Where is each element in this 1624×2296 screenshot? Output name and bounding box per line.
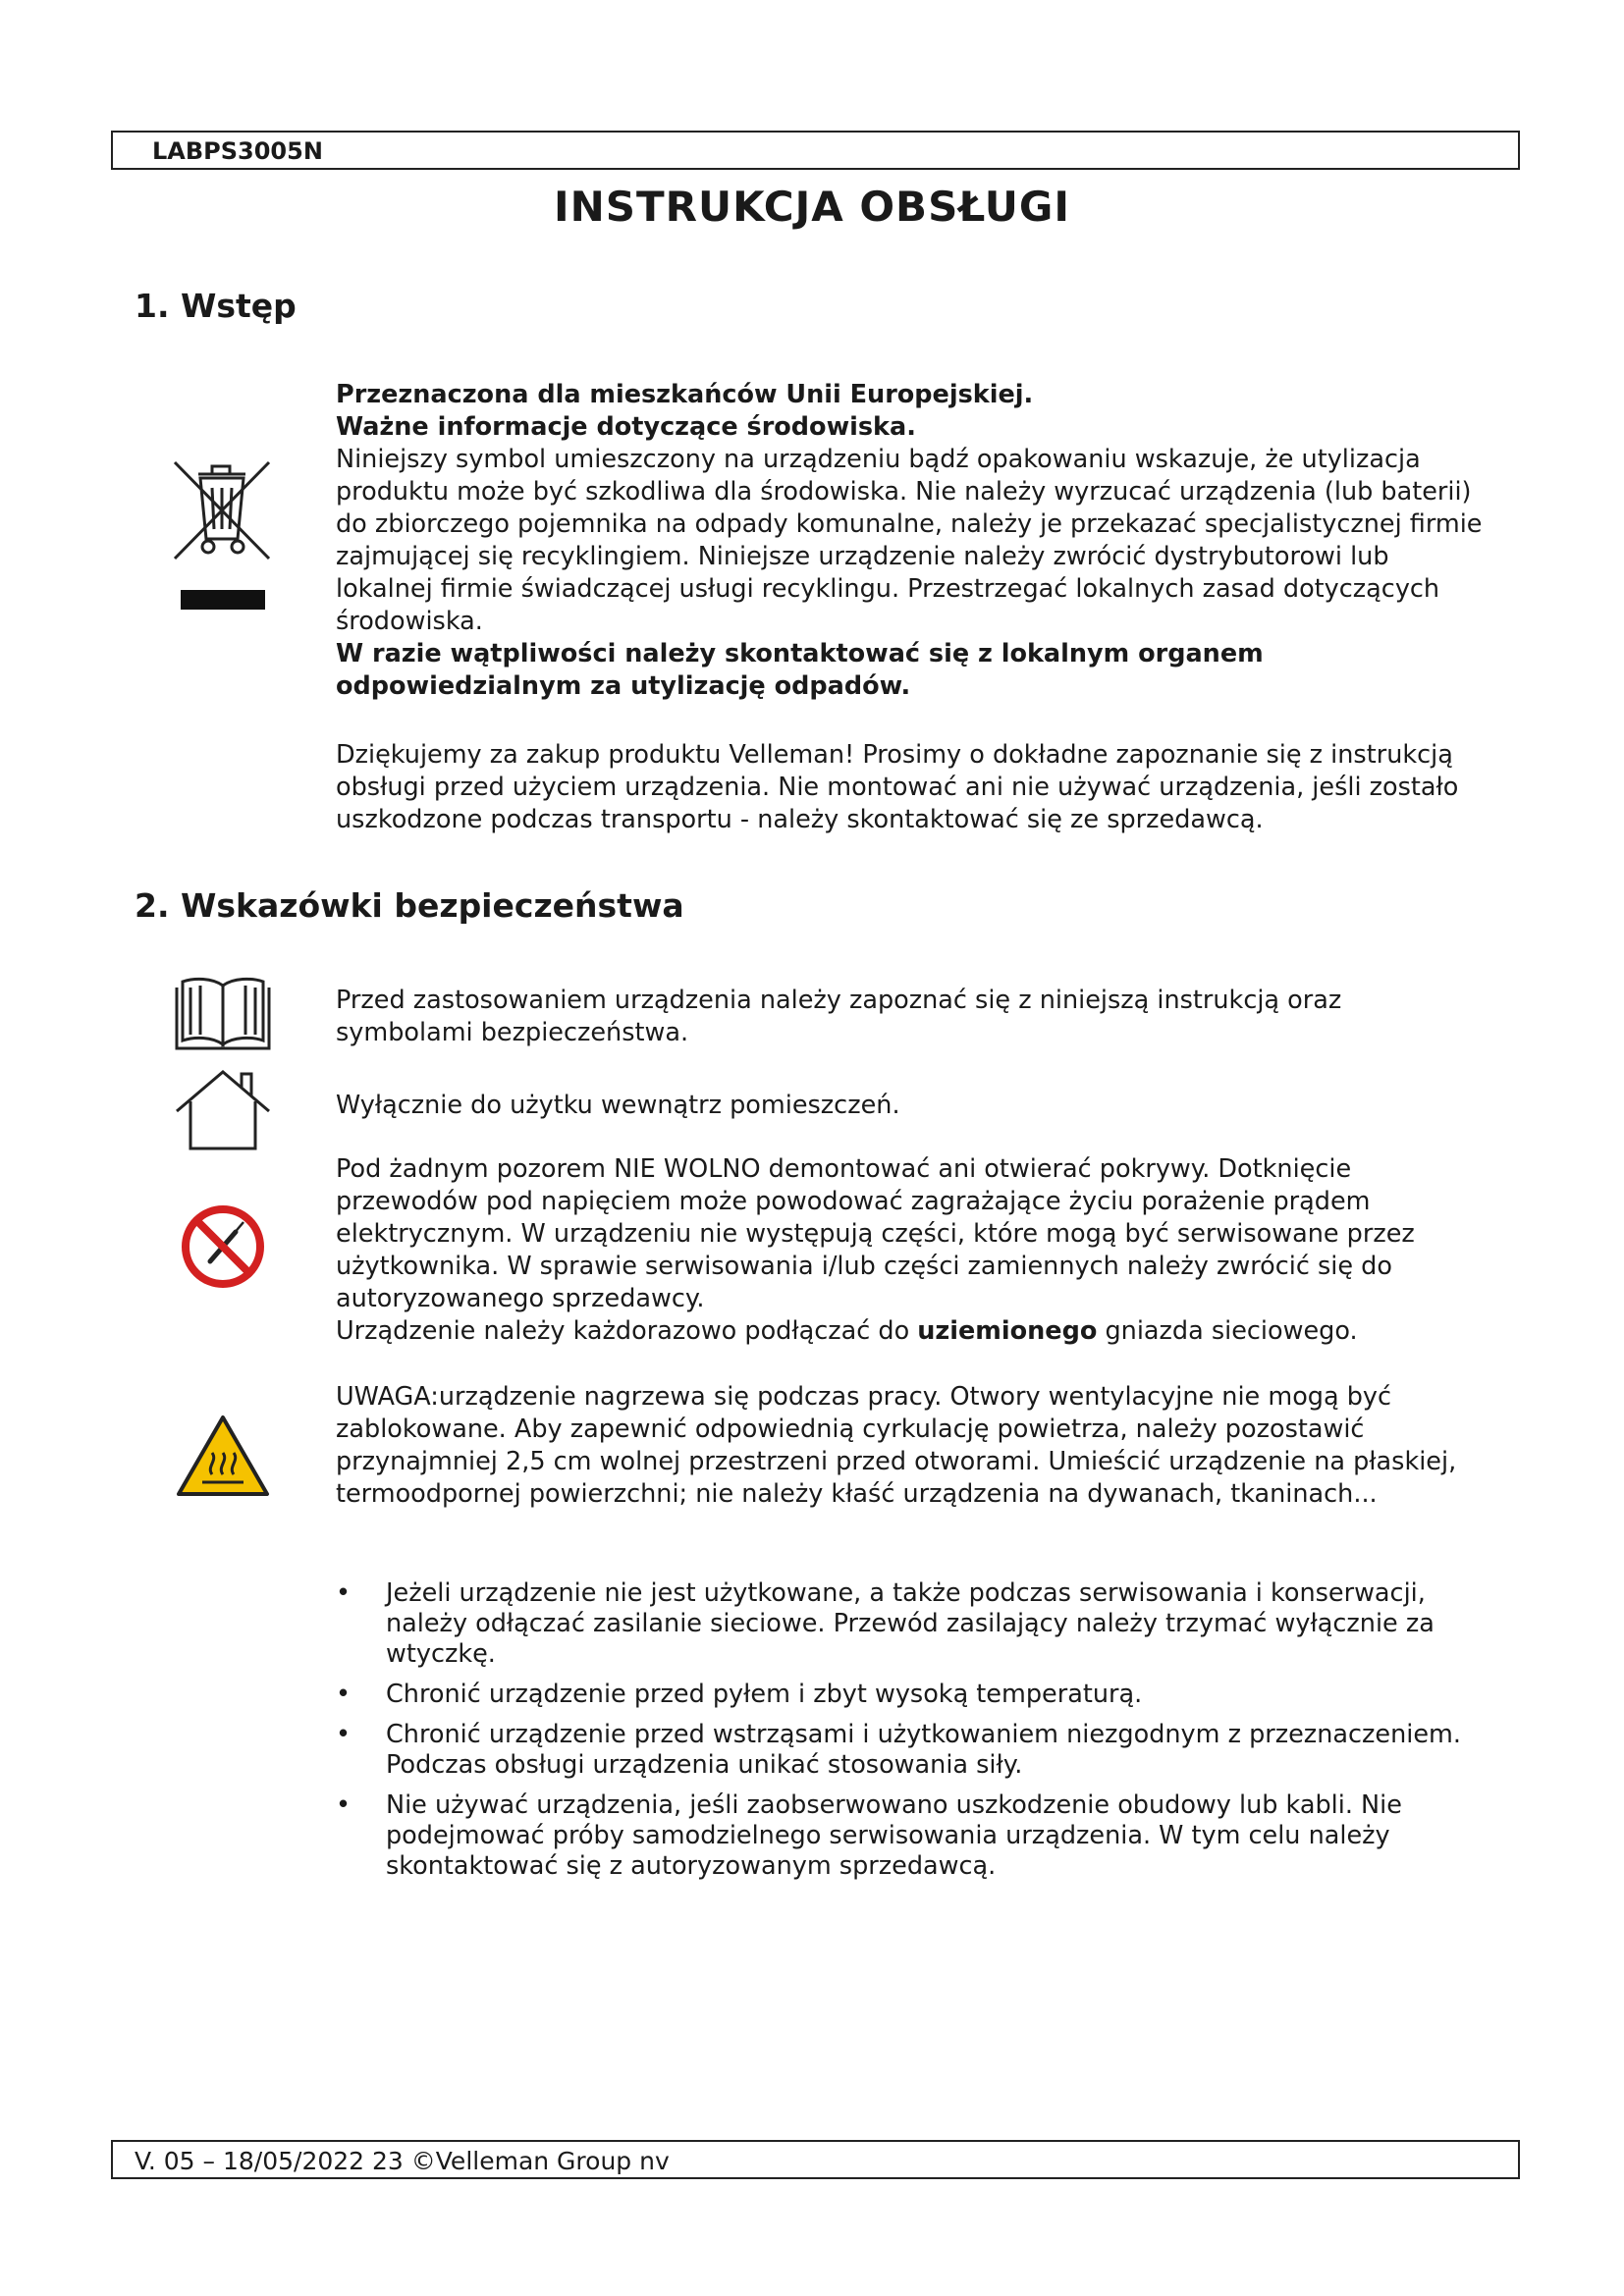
no-open-block bbox=[336, 1153, 1485, 1348]
page-title: INSTRUKCJA OBSŁUGI bbox=[554, 183, 1070, 231]
footer-text: V. 05 – 18/05/2022 23 ©Velleman Group nv bbox=[135, 2147, 670, 2175]
section1-heading: 1. Wstęp bbox=[135, 287, 297, 325]
list-item: • Nie używać urządzenia, jeśli zaobserwowano uszkodzenie obudowy lub kabli. Nie podejmować próby samodzielnego serwisowania urządzenia. W tym celu należy skontaktować się z autoryzowanym sprzedawcą. bbox=[336, 1790, 1402, 1881]
weee-bin-icon bbox=[167, 456, 277, 614]
bullet-icon: • bbox=[336, 1720, 352, 1749]
weee-doubt: W razie wątpliwości należy skontaktować się z lokalnym organem odpowiedzialnym za utylizację odpadów. bbox=[336, 639, 1264, 701]
list-item: • Chronić urządzenie przed wstrząsami i użytkowaniem niezgodnym z przeznaczeniem. Podczas obsługi urządzenia unikać stosowania siły. bbox=[336, 1720, 1461, 1780]
notice-line1: Przeznaczona dla mieszkańców Unii Europejskiej. bbox=[336, 380, 1034, 409]
hot-surface-text: UWAGA:urządzenie nagrzewa się podczas pracy. Otwory wentylacyjne nie mogą być zablokowane. Aby zapewnić odpowiednią cyrkulację powietrza, należy pozostawić przynajmniej 2,5 cm wolnej przestrzeni przed otworami. Umieścić urządzenie na płaskiej, termoodpornej powierzchni; nie należy kłaść urządzenia na dywanach, tkaninach... bbox=[336, 1382, 1457, 1509]
hot-surface-warning-icon bbox=[175, 1414, 271, 1498]
indoor-use-icon bbox=[173, 1068, 273, 1152]
section2-heading: 2. Wskazówki bezpieczeństwa bbox=[135, 886, 684, 925]
grounded-text: Urządzenie należy każdorazowo podłączać do uziemionego gniazda sieciowego. bbox=[336, 1316, 1358, 1346]
read-manual-icon bbox=[173, 972, 273, 1052]
thanks-paragraph: Dziękujemy za zakup produktu Velleman! Prosimy o dokładne zapoznanie się z instrukcją obsługi przed użyciem urządzenia. Nie montować ani nie używać urządzenia, jeśli zostało uszkodzone podczas transportu - należy skontaktować się ze sprzedawcą. bbox=[336, 740, 1459, 834]
bullet-icon: • bbox=[336, 1578, 352, 1608]
model-label: LABPS3005N bbox=[152, 137, 323, 165]
indoor-text: Wyłącznie do użytku wewnątrz pomieszczeń. bbox=[336, 1091, 900, 1120]
header-box bbox=[111, 131, 1520, 170]
bullet-icon: • bbox=[336, 1680, 352, 1709]
bullet-icon: • bbox=[336, 1790, 352, 1820]
list-item: • Chronić urządzenie przed pyłem i zbyt wysoką temperaturą. bbox=[336, 1680, 1143, 1709]
notice-line2: Ważne informacje dotyczące środowiska. bbox=[336, 412, 916, 442]
no-open-icon bbox=[179, 1202, 267, 1291]
footer-box bbox=[111, 2140, 1520, 2179]
weee-body: Niniejszy symbol umieszczony na urządzeniu bądź opakowaniu wskazuje, że utylizacja produktu może być szkodliwa dla środowiska. Nie należy wyrzucać urządzenia (lub baterii) do zbiorczego pojemnika na odpady komunalne, należy je przekazać specjalistycznej firmie zajmującej się recyklingiem. Niniejsze urządzenie należy zwrócić dystrybutorowi lub lokalnej firmie świadczącej usługi recyklingu. Przestrzegać lokalnych zasad dotyczących środowiska. bbox=[336, 445, 1483, 636]
read-manual-text: Przed zastosowaniem urządzenia należy zapoznać się z niniejszą instrukcją oraz symbolami bezpieczeństwa. bbox=[336, 986, 1342, 1047]
safety-bullet-list bbox=[336, 1578, 1485, 1892]
eu-notice bbox=[336, 379, 1485, 703]
list-item: • Jeżeli urządzenie nie jest użytkowane, a także podczas serwisowania i konserwacji, należy odłączać zasilanie sieciowe. Przewód zasilający należy trzymać wyłącznie za wtyczkę. bbox=[336, 1578, 1435, 1669]
no-open-text: Pod żadnym pozorem NIE WOLNO demontować ani otwierać pokrywy. Dotknięcie przewodów pod napięciem może powodować zagrażające życiu porażenie prądem elektrycznym. W urządzeniu nie występują części, które mogą być serwisowane przez użytkownika. W sprawie serwisowania i/lub części zamiennych należy zwrócić się do autoryzowanego sprzedawcy. bbox=[336, 1154, 1415, 1313]
